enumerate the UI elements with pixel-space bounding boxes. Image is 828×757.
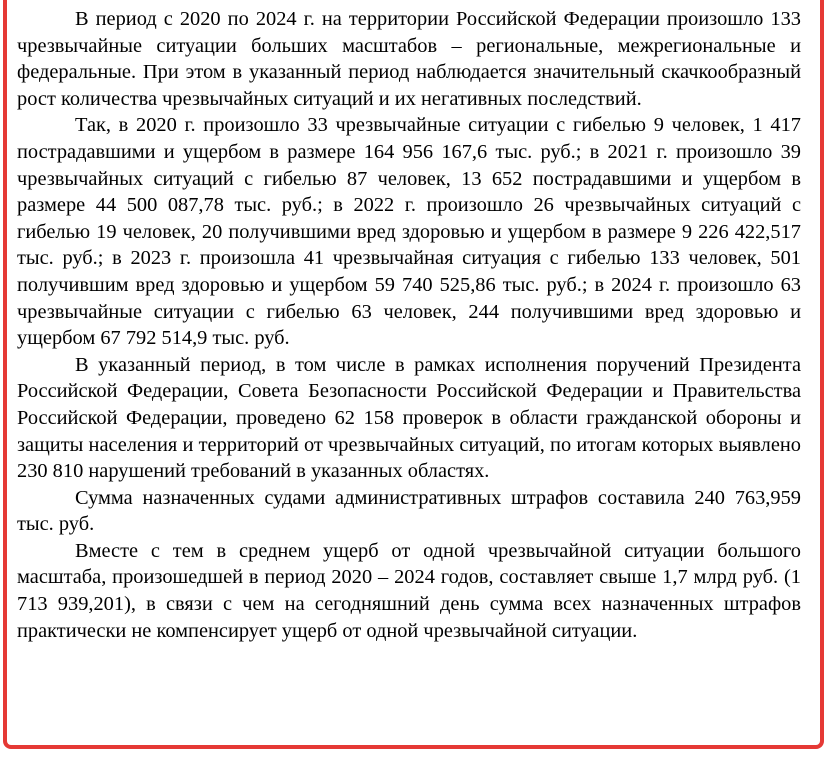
- paragraph-yearly-statistics: Так, в 2020 г. произошло 33 чрезвычайные ситуации с гибелью 9 человек, 1 417 пострадавшими и ущербом в размере 164 956 167,6 тыс. руб.; в 2021 г. произошло 39 чрезвычайных ситуаций с гибелью 87 человек, 13 652 пострадавшими и ущербом в размере 44 500 087,78 тыс. руб.; в 2022 г. произошло 26 чрезвычайных ситуаций с гибелью 19 человек, 20 получившими вред здоровью и ущербом в размере 9 226 422,517 тыс. руб.; в 2023 г. произошла 41 чрезвычайная ситуация с гибелью 133 человек, 501 получившим вред здоровью и ущербом 59 740 525,86 тыс. руб.; в 2024 г. произошло 63 чрезвычайные ситуации с гибелью 63 человек, 244 получившими вред здоровью и ущербом 67 792 514,9 тыс. руб.: [17, 114, 801, 350]
- document-body: [17, 6, 801, 644]
- document-frame: [3, 0, 824, 749]
- paragraph-fines-total: Сумма назначенных судами административных штрафов составила 240 763,959 тыс. руб.: [17, 486, 801, 536]
- paragraph-average-damage: Вместе с тем в среднем ущерб от одной чрезвычайной ситуации большого масштаба, произошедшей в период 2020 – 2024 годов, составляет свыше 1,7 млрд руб. (1 713 939,201), в связи с чем на сегодняшний день сумма всех назначенных штрафов практически не компенсирует ущерб от одной чрезвычайной ситуации.: [17, 539, 801, 642]
- paragraph-intro: В период с 2020 по 2024 г. на территории Российской Федерации произошло 133 чрезвычайные ситуации больших масштабов – региональные, межрегиональные и федеральные. При этом в указанный период наблюдается значительный скачкообразный рост количества чрезвычайных ситуаций и их негативных последствий.: [17, 8, 801, 110]
- paragraph-inspections: В указанный период, в том числе в рамках исполнения поручений Президента Российской Федерации, Совета Безопасности Российской Федерации и Правительства Российской Федерации, проведено 62 158 проверок в области гражданской обороны и защиты населения и территорий от чрезвычайных ситуаций, по итогам которых выявлено 230 810 нарушений требований в указанных областях.: [17, 353, 801, 483]
